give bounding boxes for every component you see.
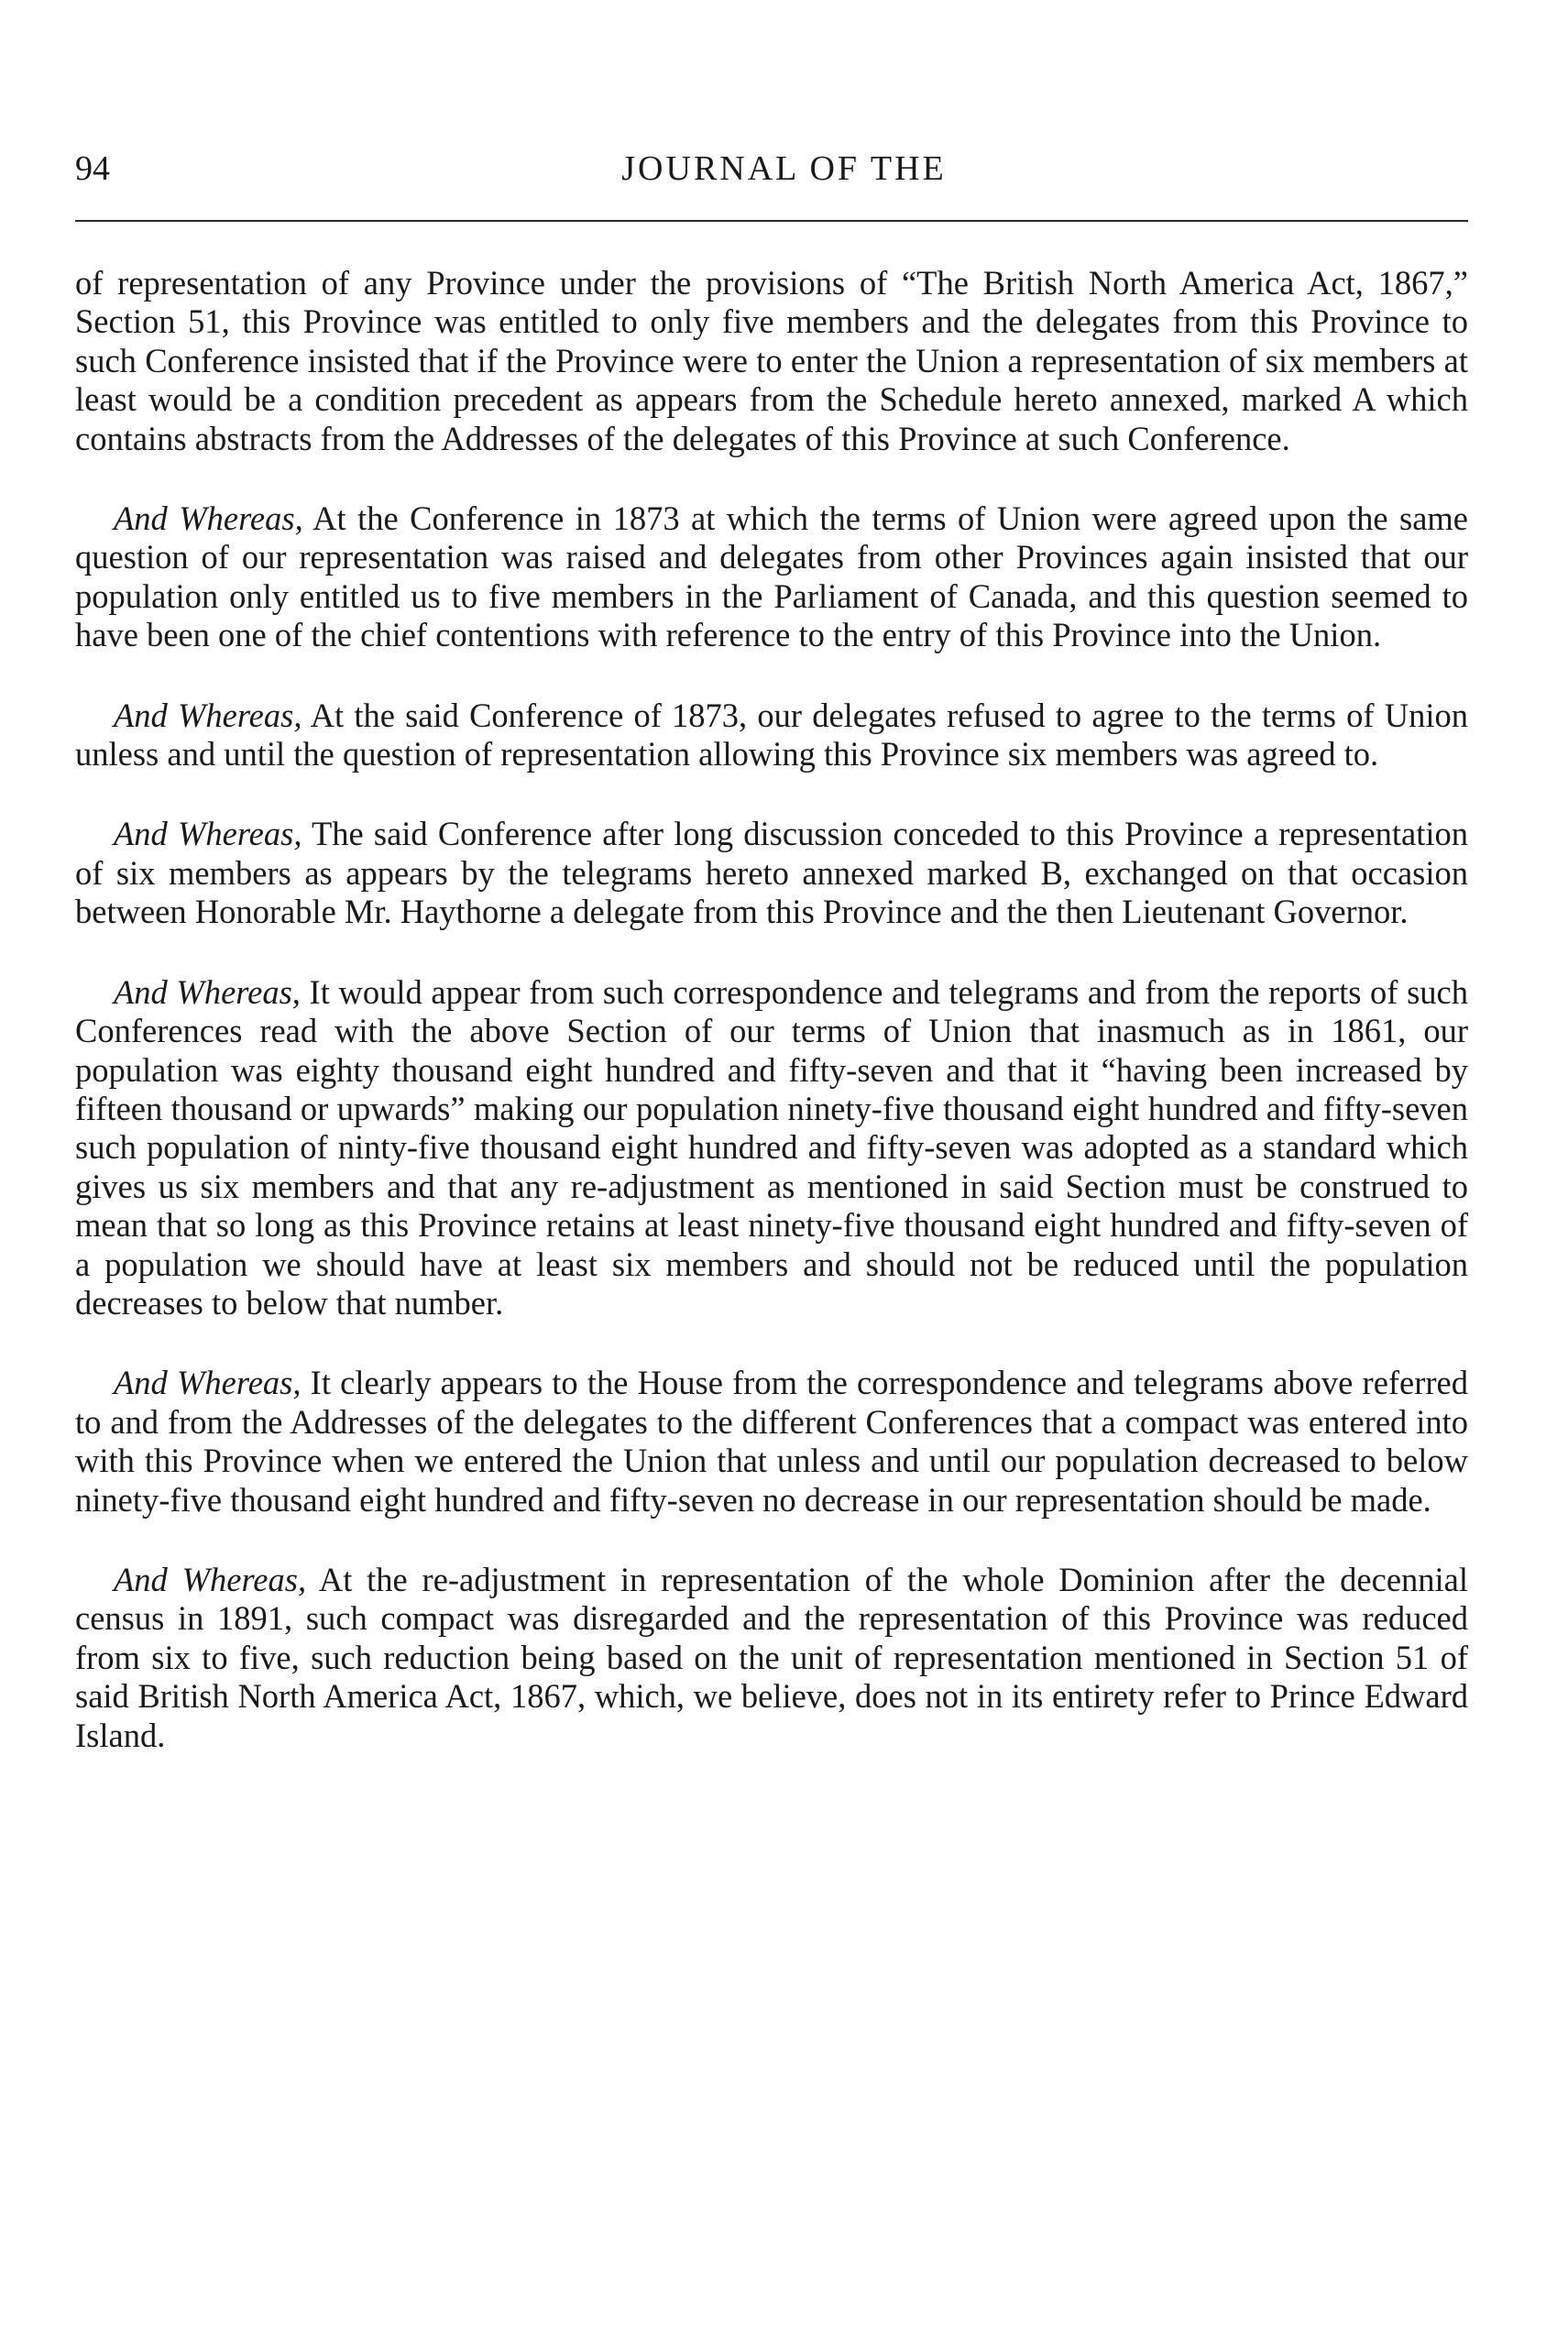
page-number: 94 xyxy=(75,149,110,188)
whereas-paragraph xyxy=(75,973,1468,1323)
paragraph-lead: And Whereas, xyxy=(114,499,303,538)
whereas-paragraph xyxy=(75,1364,1468,1520)
paragraph-lead: And Whereas, xyxy=(114,696,302,734)
paragraph-lead: And Whereas, xyxy=(114,1560,307,1598)
paragraph-lead: And Whereas, xyxy=(114,815,302,853)
whereas-paragraph xyxy=(75,499,1468,655)
whereas-paragraph xyxy=(75,815,1468,931)
running-title: JOURNAL OF THE xyxy=(621,149,947,188)
whereas-paragraph xyxy=(75,1561,1468,1755)
paragraph-text: It clearly appears to the House from the correspondence and telegrams above referred to and from the Addresses of the delegates to the different Conferences that a compact was entered into with this Province when we entered the Union that unless and until our population decreased to below ninety-five thousand eight hundred and fifty-seven no decrease in our representation should be made. xyxy=(75,1364,1469,1519)
whereas-paragraph xyxy=(75,697,1468,774)
paragraph-text: It would appear from such correspondence and telegrams and from the reports of such Conferences read with the above Section of our terms of Union that inasmuch as in 1861, our population was eighty thousand eight hundred and fifty-seven and that it “having been increased by fifteen thousand or upwards” making our population ninety-five thousand eight hundred and fifty-seven such population of ninty-five thousand eight hundred and fifty-seven was adopted as a standard which gives us six members and that any re-adjustment as mentioned in said Section must be construed to mean that so long as this Province retains at least ninety-five thousand eight hundred and fifty-seven of a population we should have at least six members and should not be reduced until the population decreases to below that number. xyxy=(75,972,1468,1322)
paragraph-text: The said Conference after long discussion conceded to this Province a representation of six members as appears by the telegrams hereto annexed marked B, exchanged on that occasion between Honorable Mr. Haythorne a delegate from this Province and the then Lieutenant Governor. xyxy=(75,815,1468,931)
paragraph-text: At the Conference in 1873 at which the terms of Union were agreed upon the same question of our representation was raised and delegates from other Provinces again insisted that our population only entitled us to five members in the Parliament of Canada, and this question seemed to have been one of the chief contentions with reference to the entry of this Province into the Union. xyxy=(75,499,1469,654)
paragraph-continuation xyxy=(75,264,1468,458)
paragraph-text: At the said Conference of 1873, our delegates refused to agree to the terms of Union unless and until the question of representation allowing this Province six members was agreed to. xyxy=(75,696,1469,774)
header-rule xyxy=(75,220,1468,222)
body-text xyxy=(75,264,1468,1796)
paragraph-text: of representation of any Province under the provisions of “The British North America Act, 1867,” Section 51, this Province was entitled to only five members and the delegates from this Province to such Conference insisted that if the Province were to enter the Union a representation of six members at least would be a condition precedent as appears from the Schedule hereto annexed, marked A which contains abstracts from the Addresses of the delegates of this Province at such Conference. xyxy=(75,264,1468,457)
paragraph-text: At the re-adjustment in representation of the whole Dominion after the decennial census in 1891, such compact was disregarded and the representation of this Province was reduced from six to five, such reduction being based on the unit of representation mentioned in Section 51 of said British North America Act, 1867, which, we believe, does not in its entirety refer to Prince Edward Island. xyxy=(75,1560,1469,1754)
paragraph-lead: And Whereas, xyxy=(114,972,301,1011)
paragraph-lead: And Whereas, xyxy=(114,1364,302,1402)
